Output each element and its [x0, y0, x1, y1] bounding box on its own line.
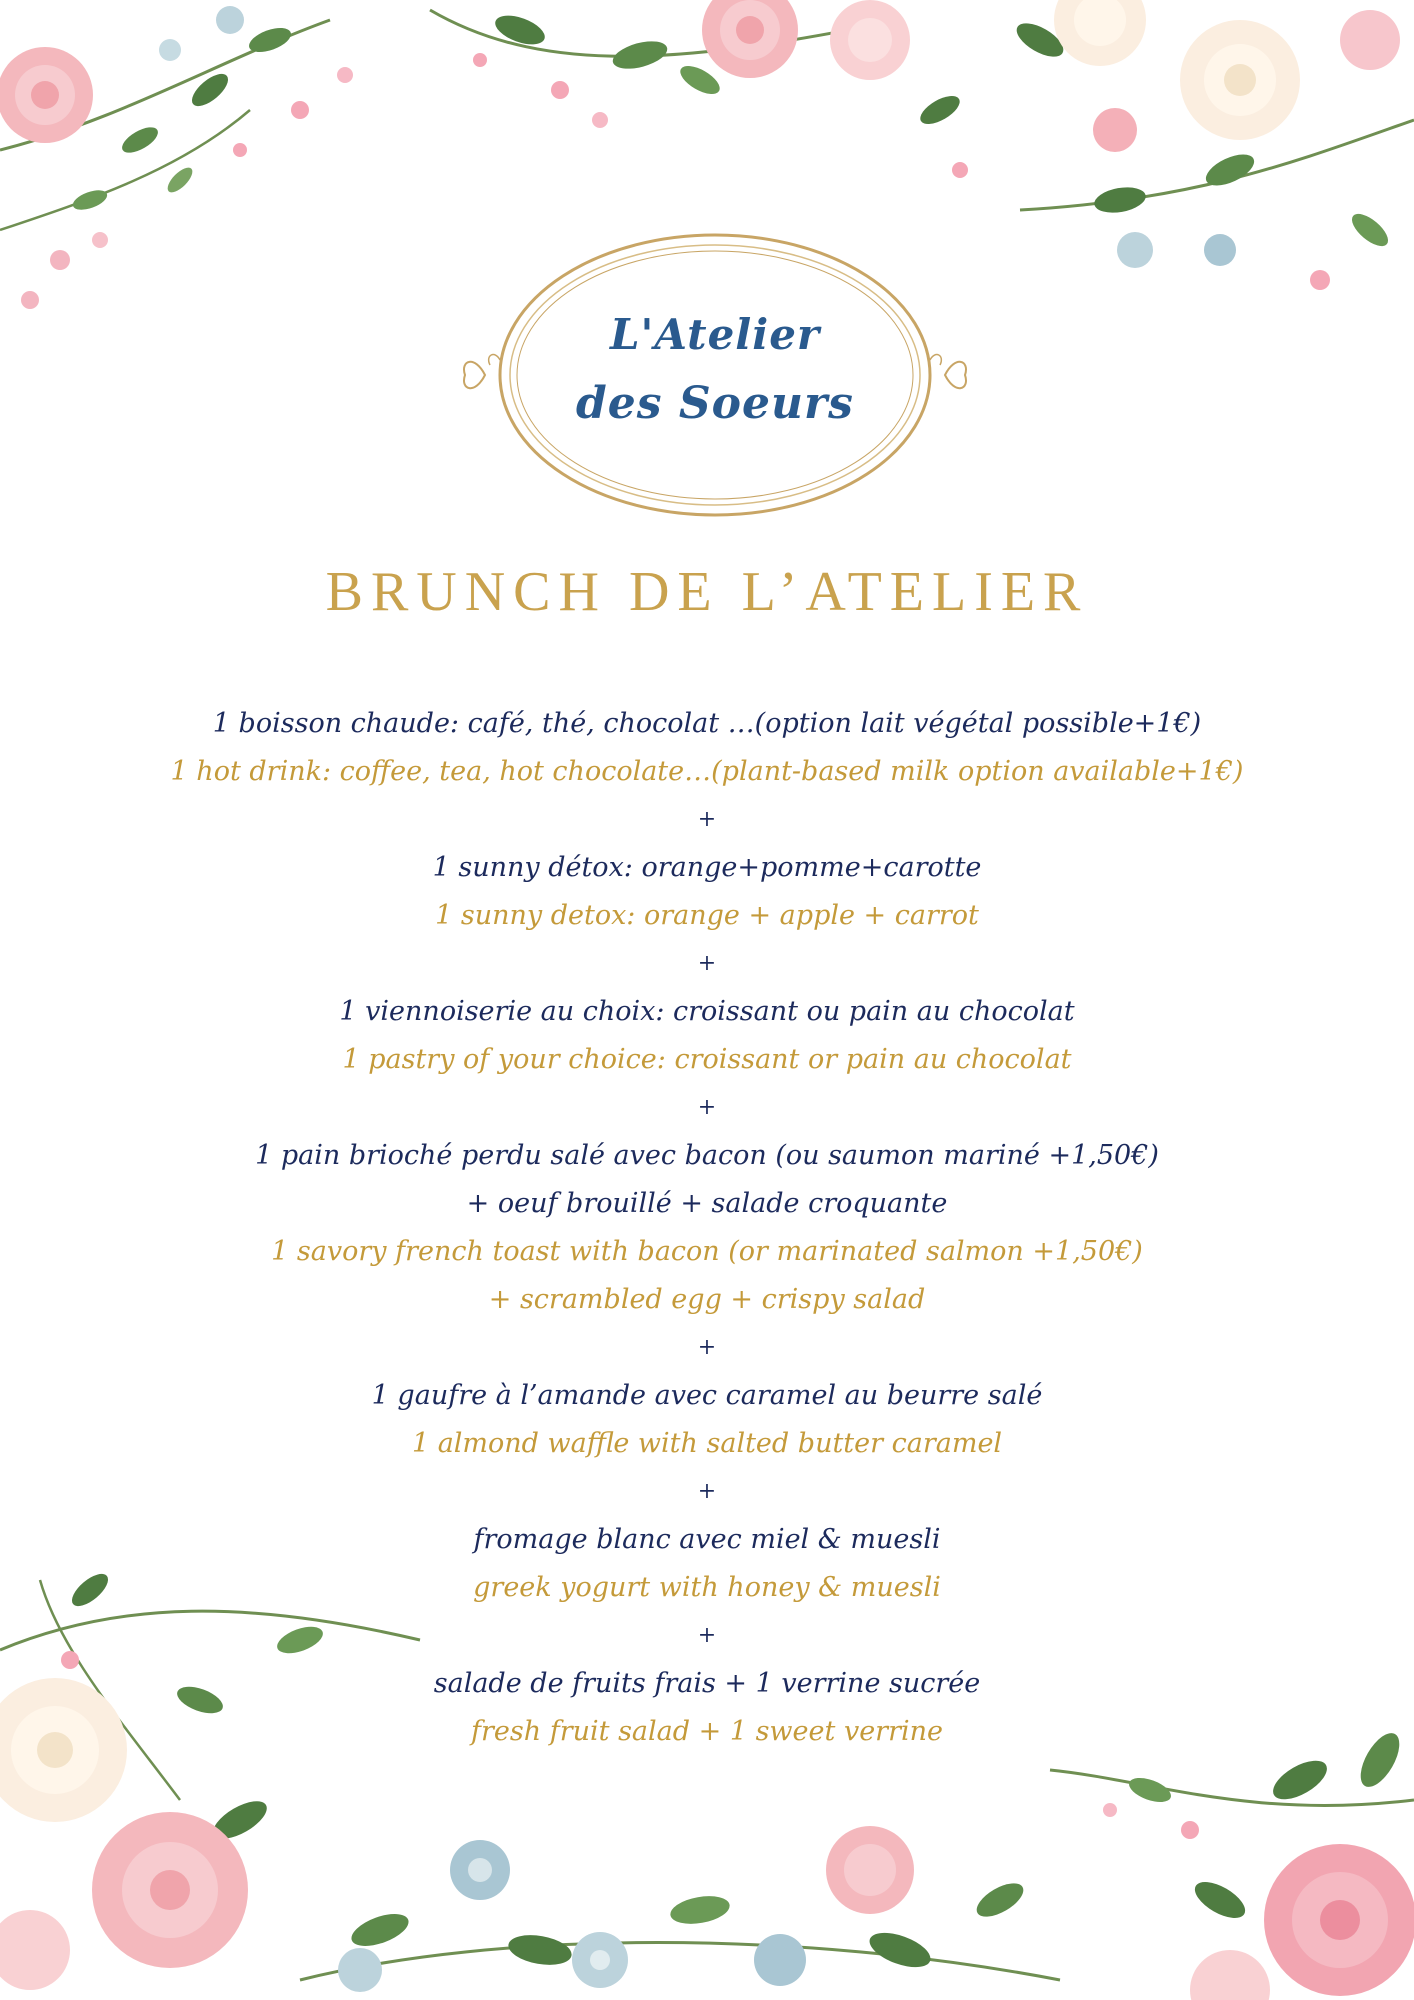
logo — [455, 210, 975, 540]
menu-line-french: 1 sunny détox: orange+pomme+carotte — [432, 852, 982, 883]
menu-line-english: 1 almond waffle with salted butter caramel — [411, 1428, 1003, 1459]
menu-line-english: 1 sunny detox: orange + apple + carrot — [435, 900, 979, 931]
floral-bottom-right — [1050, 1727, 1414, 2000]
menu-separator-plus: + — [697, 1335, 717, 1360]
menu-separator-plus: + — [697, 1623, 717, 1648]
menu-line-english: + scrambled egg + crispy salad — [488, 1284, 926, 1315]
menu-separator-plus: + — [697, 1479, 717, 1504]
menu-line-french: 1 pain brioché perdu salé avec bacon (ou saumon mariné +1,50€) — [255, 1140, 1159, 1171]
menu-line-english: 1 pastry of your choice: croissant or pain au chocolat — [342, 1044, 1072, 1075]
floral-top-left — [0, 6, 353, 309]
menu-separator-plus: + — [697, 951, 717, 976]
menu-line-english: 1 hot drink: coffee, tea, hot chocolate…(plant-based milk option available+1€) — [170, 756, 1244, 787]
menu-line-english: fresh fruit salad + 1 sweet verrine — [471, 1716, 943, 1747]
menu-line-english: greek yogurt with honey & muesli — [473, 1572, 941, 1603]
menu-line-french: salade de fruits frais + 1 verrine sucrée — [433, 1668, 981, 1699]
menu-separator-plus: + — [697, 807, 717, 832]
menu-title: BRUNCH DE L’ATELIER — [325, 561, 1089, 623]
menu-line-french: + oeuf brouillé + salade croquante — [466, 1188, 948, 1219]
menu-line-english: 1 savory french toast with bacon (or marinated salmon +1,50€) — [271, 1236, 1143, 1267]
floral-top-center — [430, 0, 968, 178]
logo-frame — [455, 210, 975, 540]
floral-top-right — [1011, 0, 1414, 290]
menu-line-french: 1 gaufre à l’amande avec caramel au beurre salé — [371, 1380, 1043, 1411]
logo-text-line1: L'Atelier — [609, 310, 821, 359]
menu-line-french: fromage blanc avec miel & muesli — [473, 1524, 941, 1555]
floral-bottom-center — [300, 1826, 1060, 1992]
menu-line-french: 1 viennoiserie au choix: croissant ou pain au chocolat — [339, 996, 1075, 1027]
menu-separator-plus: + — [697, 1095, 717, 1120]
menu-line-french: 1 boisson chaude: café, thé, chocolat …(option lait végétal possible+1€) — [212, 708, 1202, 739]
menu-items — [0, 700, 1414, 1756]
logo-text-line2: des Soeurs — [576, 378, 854, 429]
